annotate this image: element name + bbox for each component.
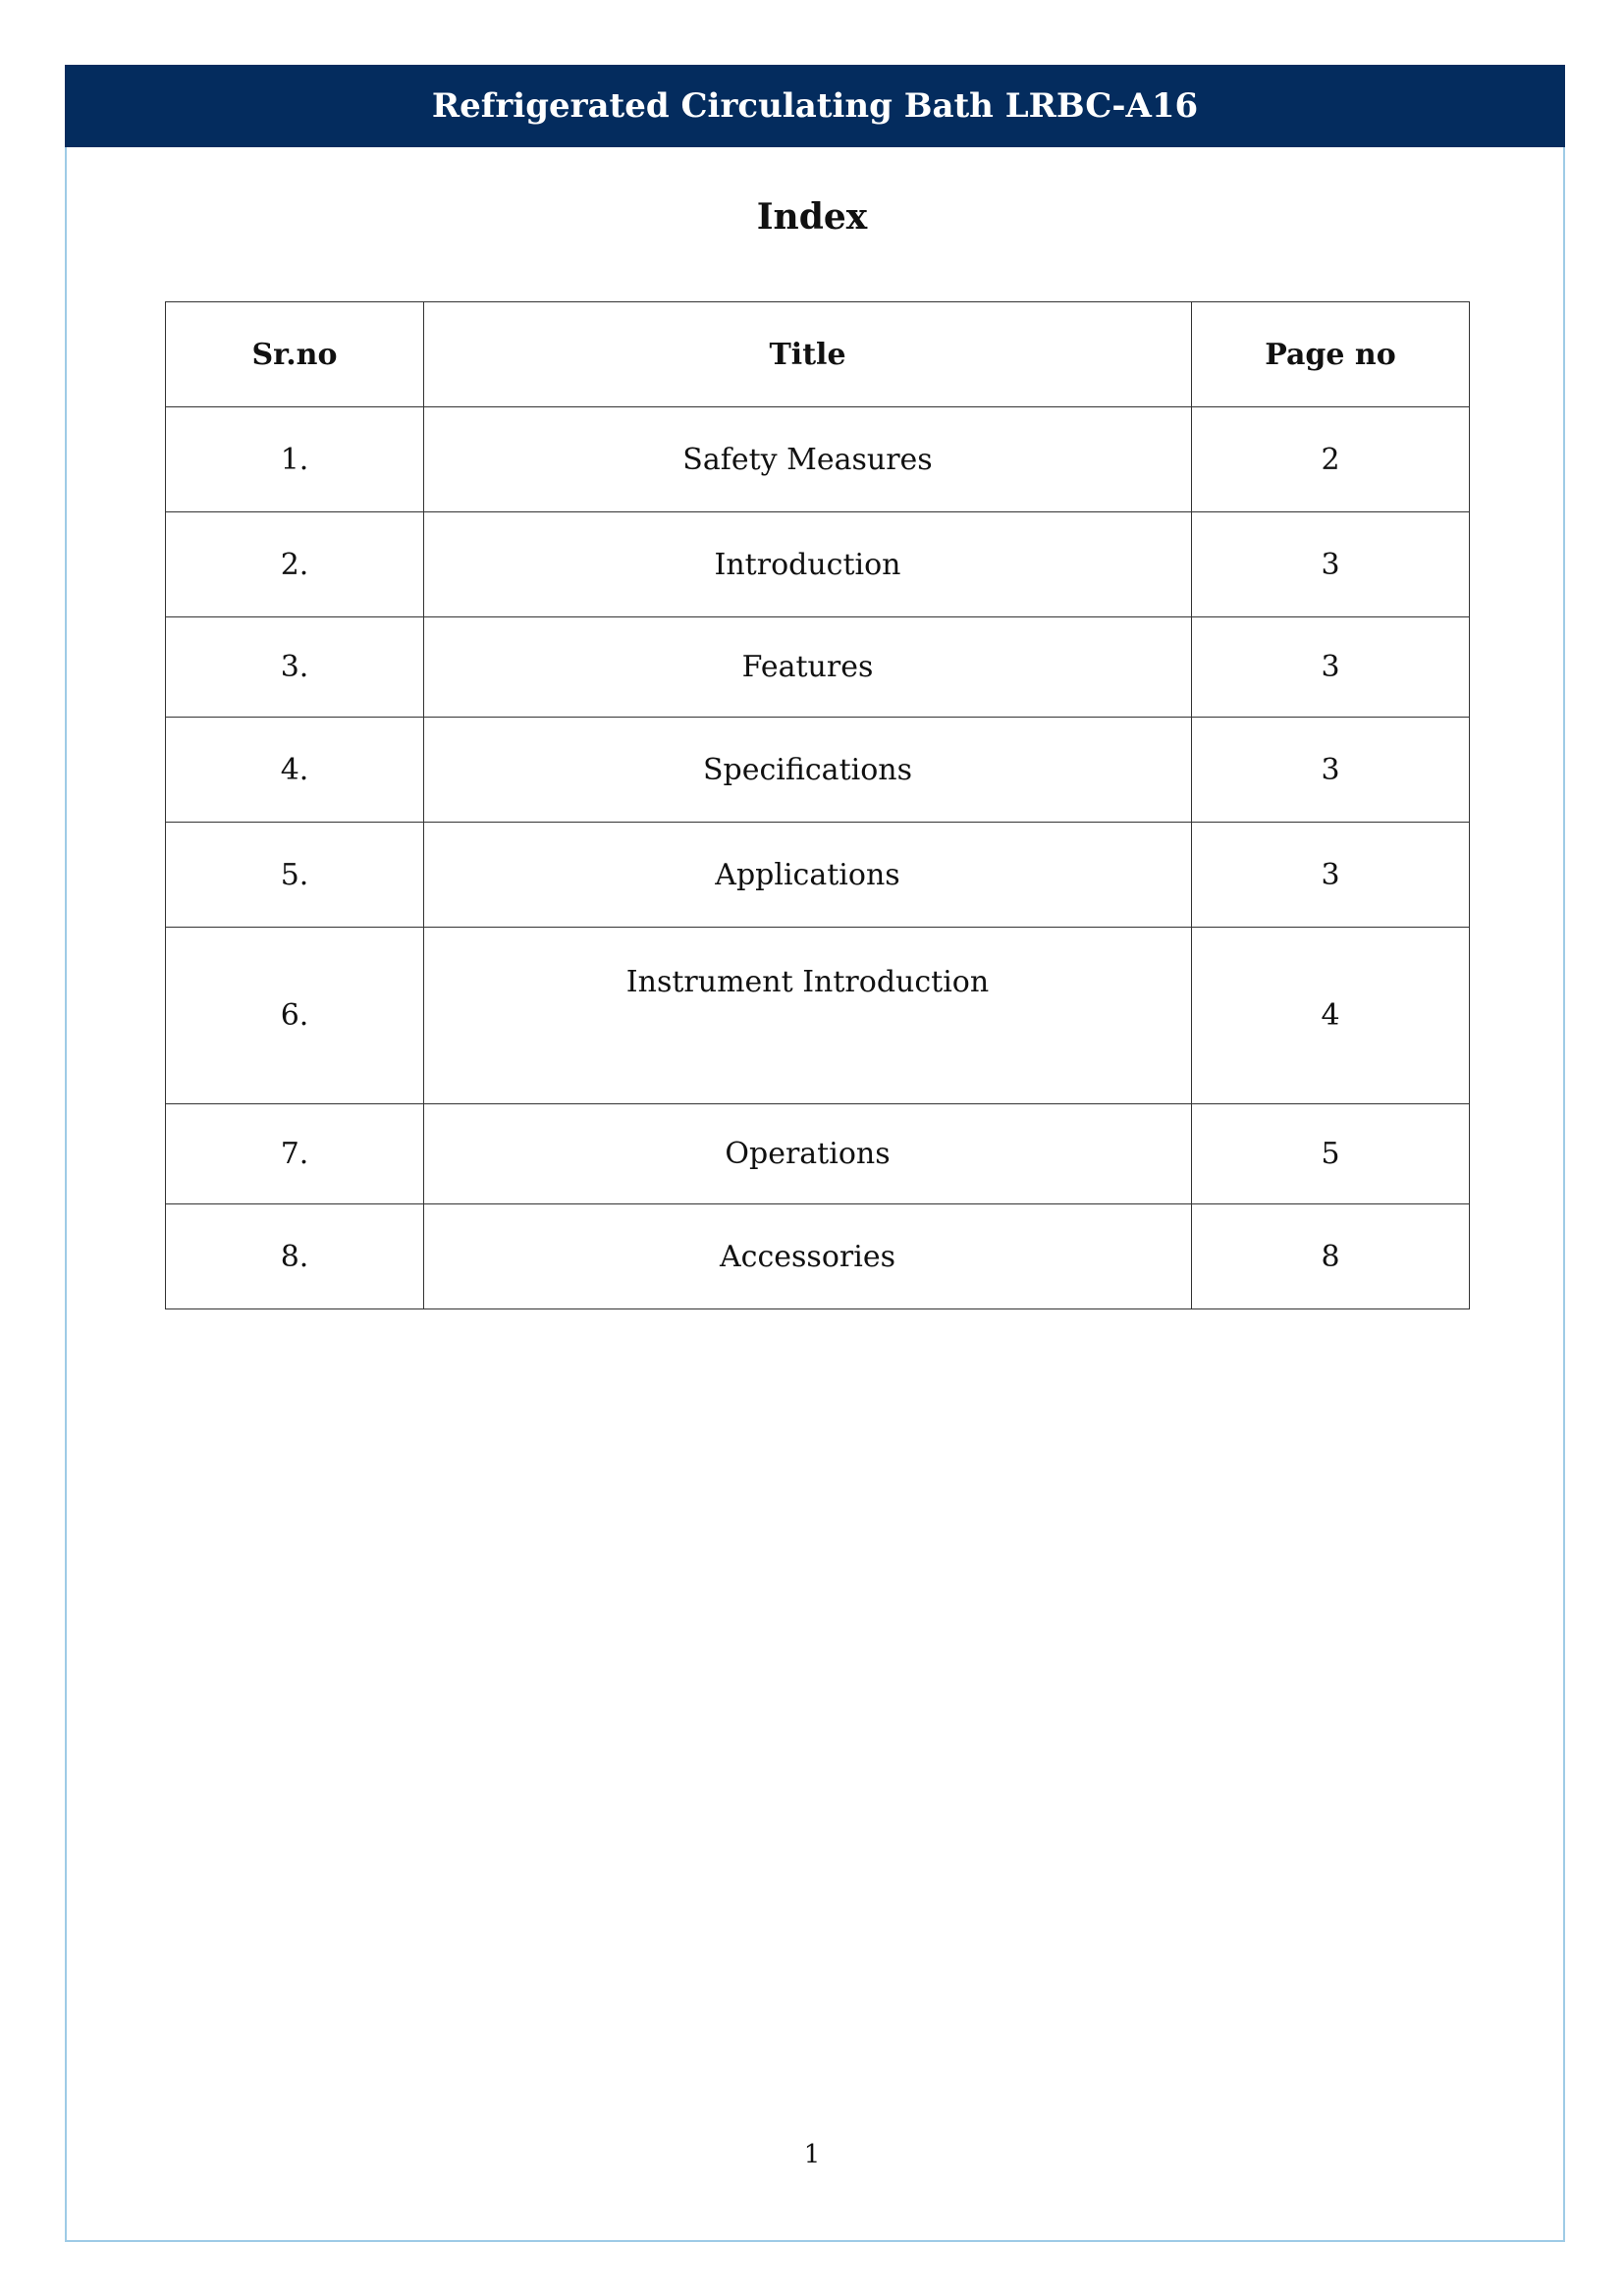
page-no-cell: 3 (1192, 718, 1470, 823)
sr-no-cell: 2. (166, 512, 424, 617)
table-row (166, 823, 1470, 928)
page-no-cell: 3 (1192, 823, 1470, 928)
index-heading: Index (756, 196, 868, 238)
column-header-page-no: Page no (1192, 302, 1470, 407)
table-row (166, 407, 1470, 512)
document-title: Refrigerated Circulating Bath LRBC-A16 (431, 86, 1199, 126)
page-no-cell: 3 (1192, 617, 1470, 718)
title-cell: Specifications (424, 718, 1192, 823)
sr-no-cell: 1. (166, 407, 424, 512)
title-cell: Applications (424, 823, 1192, 928)
page-number: 1 (803, 2140, 821, 2169)
document-header (65, 65, 1565, 147)
table-row (166, 718, 1470, 823)
title-cell: Instrument Introduction (424, 928, 1192, 1104)
title-cell: Features (424, 617, 1192, 718)
table-header-row (166, 302, 1470, 407)
table-row (166, 1204, 1470, 1309)
sr-no-cell: 8. (166, 1204, 424, 1309)
sr-no-cell: 5. (166, 823, 424, 928)
table-row (166, 928, 1470, 1104)
page-no-cell: 3 (1192, 512, 1470, 617)
title-cell: Introduction (424, 512, 1192, 617)
index-table (165, 301, 1470, 1309)
page-no-cell: 4 (1192, 928, 1470, 1104)
title-cell: Accessories (424, 1204, 1192, 1309)
page-no-cell: 5 (1192, 1104, 1470, 1204)
page-no-cell: 8 (1192, 1204, 1470, 1309)
table-row (166, 512, 1470, 617)
table-row (166, 617, 1470, 718)
sr-no-cell: 3. (166, 617, 424, 718)
title-cell: Operations (424, 1104, 1192, 1204)
page-no-cell: 2 (1192, 407, 1470, 512)
column-header-sr-no: Sr.no (166, 302, 424, 407)
sr-no-cell: 6. (166, 928, 424, 1104)
sr-no-cell: 4. (166, 718, 424, 823)
column-header-title: Title (424, 302, 1192, 407)
sr-no-cell: 7. (166, 1104, 424, 1204)
title-cell: Safety Measures (424, 407, 1192, 512)
table-row (166, 1104, 1470, 1204)
